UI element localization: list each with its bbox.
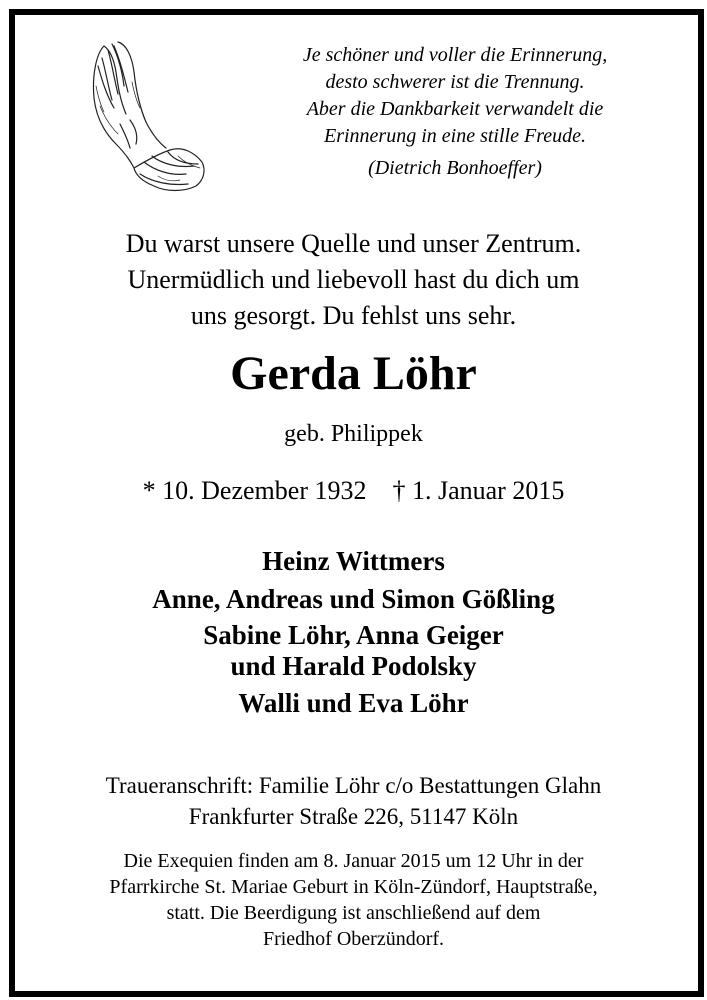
service-line: Pfarrkirche St. Mariae Geburt in Köln-Zündorf, Hauptstraße, — [109, 876, 598, 898]
deceased-name: Gerda Löhr — [230, 347, 477, 400]
mourner-line: Walli und Eva Löhr — [238, 688, 469, 718]
intro-line: Du warst unsere Quelle und unser Zentrum. — [125, 229, 582, 258]
maiden-name: geb. Philippek — [284, 421, 423, 447]
quote-author: (Dietrich Bonhoeffer) — [368, 157, 542, 179]
address-line: Traueranschrift: Familie Löhr c/o Bestattungen Glahn — [105, 773, 602, 798]
praying-hands-icon — [74, 36, 214, 196]
mourning-address — [0, 770, 707, 832]
service-line: Die Exequien finden am 8. Januar 2015 um 12 Uhr in der — [123, 850, 584, 872]
mourner-line: und Harald Podolsky — [230, 651, 477, 681]
service-line: statt. Die Beerdigung ist anschließend auf dem — [166, 902, 541, 924]
funeral-service-info — [0, 848, 707, 952]
mourner-line: Anne, Andreas und Simon Gößling — [152, 584, 555, 614]
quote-line: Aber die Dankbarkeit verwandelt die — [306, 98, 604, 120]
intro-line: Unermüdlich und liebevoll hast du dich um — [127, 265, 580, 294]
quote-line: desto schwerer ist die Trennung. — [325, 71, 585, 93]
life-dates: * 10. Dezember 1932 † 1. Januar 2015 — [142, 476, 565, 505]
quote-line: Erinnerung in eine stille Freude. — [324, 125, 586, 147]
bonhoeffer-quote — [245, 42, 665, 182]
intro-text — [0, 226, 707, 334]
quote-line: Je schöner und voller die Erinnerung, — [302, 44, 608, 66]
intro-line: uns gesorgt. Du fehlst uns sehr. — [190, 301, 517, 330]
mourners-list — [0, 544, 707, 724]
mourner-line: Heinz Wittmers — [262, 546, 445, 576]
address-line: Frankfurter Straße 226, 51147 Köln — [188, 804, 519, 829]
service-line: Friedhof Oberzündorf. — [262, 928, 445, 950]
mourner-line: Sabine Löhr, Anna Geiger — [203, 620, 504, 650]
